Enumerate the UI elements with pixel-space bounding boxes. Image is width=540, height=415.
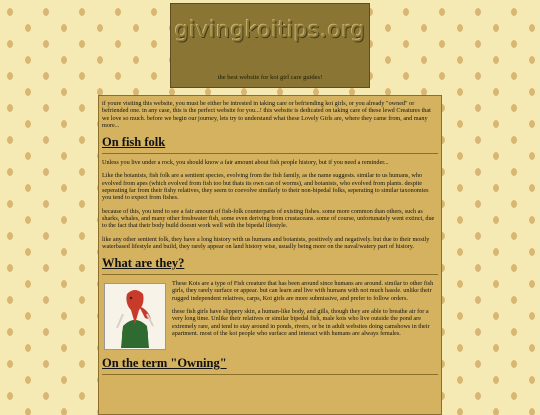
what-are-they-paragraph: these fish girls have slippery skin, a human-like body, and gills, though they are able to breathe air for a very long time. Unlike their relatives or similar bipedal fish, male kois who live outside the pond are extremely rare, and tend to stay around in ponds, rivers, or be in adult websites doing camshows in their apartment. most of the koi people who surface and interact with humans are always females.: [172, 308, 430, 337]
site-tagline: the best website for koi girl care guides!: [217, 74, 323, 81]
section-title-fish-folk: On fish folk: [102, 135, 438, 154]
section-title-owning: On the term "Owning": [102, 356, 438, 375]
fish-folk-paragraph: because of this, you tend to see a fair amount of fish-folk counterparts of existing fishes. some more common than others, such as sharks, whales, and many other freshwater fish, some even deriving from crustaceans. some of course, unfortunately went extinct, due to the fact that their body build doesnt work well with the bipedal lifestyle.: [102, 207, 435, 230]
fish-folk-paragraph: Unless you live under a rock, you should know a fair amount about fish people history, but if you need a reminder...: [102, 159, 389, 167]
section-title-what-are-they: What are they?: [102, 256, 438, 275]
what-are-they-body: [102, 280, 438, 352]
koi-girl-illustration: [104, 283, 166, 350]
site-header: [170, 3, 370, 88]
site-logo[interactable]: givingkoitips.org: [174, 18, 366, 43]
main-content: [98, 95, 442, 415]
fish-folk-paragraph: like any other sentient folk, they have a long history with us humans and botanists, positively and negatively. but due to their mostly waterbased lifestyle and build, they rarely appear on land history wise, usually being more on the naval/watery part of history.: [102, 235, 430, 250]
fish-folk-paragraph: Like the botanists, fish folk are a sentient species, evolving from the fish family, as the name suggests. similar to us humans, who evolved from apes (which evolved from fish too but thats its own can of worms), and botanists, who evolved from plants. despite seperating far from their fishy relatives, they seem to coevolve similarly to their non-bipedal folks, seperating to similar taxonomies you tend to expect from fishes.: [102, 172, 429, 202]
intro-paragraph: if youre visiting this website, you must be either be intrested in taking care or befriending koi girls, or you already "owned" or befriended one. in any case, this is the perfect website for you...! this website is dedicated on taking care of these lewd Creatures that we love so much. before we begin our journey, lets try to understand what these Lovely Girls are, where they came from, and many more...: [102, 100, 431, 129]
what-are-they-paragraph: These Kois are a type of Fish creature that has been around since humans are around. similar to other fish girls, they rarely surface or appear. but can learn and live with humans with not much hassle. unlike their rugged independent relatives, carps, Koi girls are more submissive, and prefer to follow orders.: [172, 280, 434, 302]
